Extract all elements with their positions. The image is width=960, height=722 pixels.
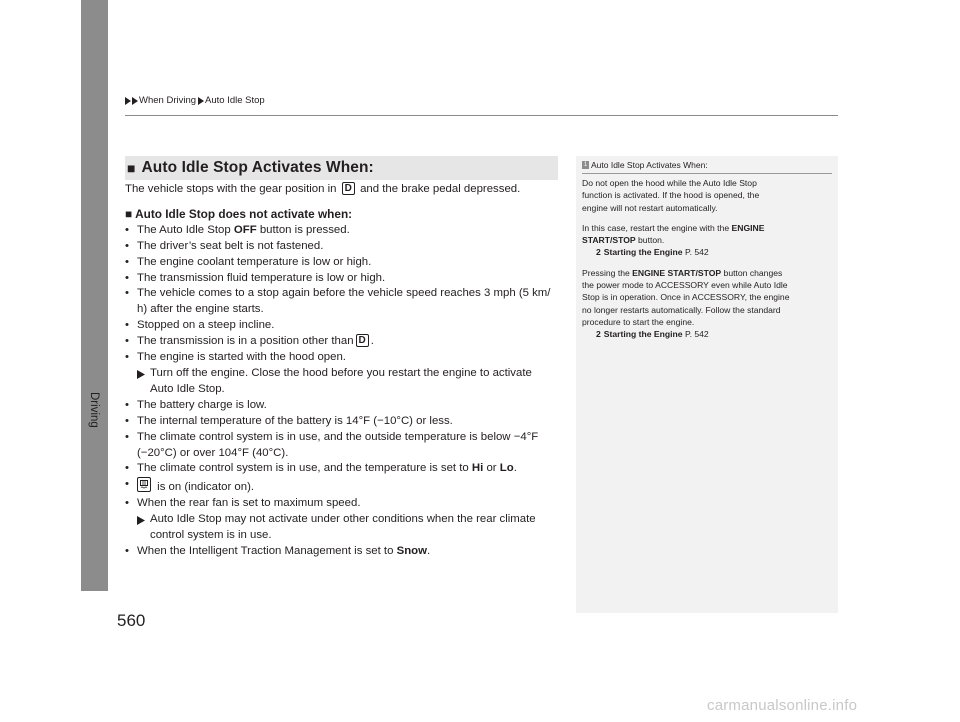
cross-reference-link[interactable] <box>582 328 836 340</box>
list-item-text: . <box>370 335 374 348</box>
list-item-text: The climate control system is in use, and the temperature is set to <box>137 462 472 475</box>
note-text: engine will not restart automatically. <box>582 202 718 213</box>
rear-defroster-icon <box>137 477 151 492</box>
list-item: • The engine is started with the hood open. <box>125 350 565 366</box>
intro-paragraph <box>125 182 565 198</box>
list-item-text: . <box>513 462 517 475</box>
note-text-bold: ENGINE START/STOP <box>632 267 722 278</box>
list-item <box>125 544 565 560</box>
list-item-text: button is pressed. <box>256 223 350 236</box>
list-item-text: The climate control system is in use, and the outside temperature is below −4°F <box>137 430 539 443</box>
chevron-right-icon <box>198 97 205 105</box>
notes-heading <box>582 160 708 170</box>
note-text: Pressing the <box>582 267 633 278</box>
list-subitem <box>125 366 565 398</box>
gear-d-icon: D <box>356 334 369 347</box>
note-text: no longer restarts automatically. Follow the standard <box>582 304 781 315</box>
list-item: • The transmission fluid temperature is low or high. <box>125 271 565 287</box>
list-item <box>125 461 565 477</box>
notes-panel <box>576 156 838 613</box>
list-item <box>125 477 565 496</box>
note-text: Do not open the hood while the Auto Idle Stop <box>582 178 757 188</box>
sidebar-tab <box>81 0 108 591</box>
section-heading <box>125 156 558 180</box>
list-item: • When the rear fan is set to maximum speed. <box>125 496 565 512</box>
note-text: button changes <box>721 267 783 278</box>
arrow-right-icon <box>137 369 146 385</box>
note-text-bold: START/STOP <box>582 235 636 246</box>
list-item-text: The vehicle comes to a stop again before the vehicle speed reaches 3 mph (5 km/ <box>137 287 551 300</box>
intro-text-start: The vehicle stops with the gear position in <box>125 183 337 195</box>
snow-mode-label: Snow <box>396 544 427 557</box>
reference-arrow-icon: 2 <box>596 329 601 340</box>
list-item-text: or <box>483 462 500 475</box>
list-item-text: h) after the engine starts. <box>137 303 264 316</box>
note-text: button. <box>635 235 665 246</box>
list-subitem-text: Turn off the engine. Close the hood before you restart the engine to activate <box>150 366 532 379</box>
note-text: procedure to start the engine. <box>582 316 695 327</box>
cross-reference-link[interactable] <box>582 246 836 258</box>
note-text: In this case, restart the engine with the <box>582 222 732 233</box>
off-button-label: OFF <box>233 223 257 236</box>
note-text: Stop is in operation. Once in ACCESSORY, the engine <box>582 292 790 303</box>
breadcrumb-item-auto-idle-stop[interactable]: Auto Idle Stop <box>205 95 265 106</box>
list-subitem-text: Auto Idle Stop may not activate under other conditions when the rear climate <box>150 513 536 526</box>
subsection-heading <box>125 207 565 223</box>
side-tab-label: Driving <box>88 392 100 428</box>
notes-rule <box>582 173 832 174</box>
list-subitem-text: Auto Idle Stop. <box>150 382 225 395</box>
reference-arrow-icon: 2 <box>596 247 601 258</box>
gear-d-icon: D <box>342 182 355 195</box>
list-item <box>125 334 565 350</box>
list-item <box>125 430 565 462</box>
subsection-marker: ■ <box>125 206 133 221</box>
note-badge-icon: 1 <box>583 162 588 168</box>
list-item <box>125 223 565 239</box>
lo-setting-label: Lo <box>499 462 514 475</box>
list-item-text: The transmission is in a position other than <box>137 335 354 348</box>
breadcrumb-item-when-driving[interactable]: When Driving <box>139 95 197 106</box>
list-item: • The internal temperature of the battery is 14°F (−10°C) or less. <box>125 414 565 430</box>
note-paragraph <box>582 222 836 247</box>
xref-title: Starting the Engine <box>603 247 683 258</box>
list-subitem-text: control system is in use. <box>150 529 272 542</box>
list-item-text: is on (indicator on). <box>154 481 255 494</box>
intro-text-end: and the brake pedal depressed. <box>360 183 521 195</box>
main-content <box>125 182 565 560</box>
notes-title: Auto Idle Stop Activates When: <box>591 160 708 170</box>
watermark: carmanualsonline.info <box>707 697 858 714</box>
chevron-right-icon <box>125 97 139 105</box>
note-paragraph <box>582 267 836 328</box>
xref-title: Starting the Engine <box>603 329 683 340</box>
breadcrumb <box>125 95 265 106</box>
page-number: 560 <box>117 611 146 630</box>
list-item-text: The Auto Idle Stop <box>137 223 234 236</box>
list-item: • Stopped on a steep incline. <box>125 318 565 334</box>
list-item: • The battery charge is low. <box>125 398 565 414</box>
hi-setting-label: Hi <box>471 462 484 475</box>
note-text: the power mode to ACCESSORY even while Auto Idle <box>582 280 788 291</box>
section-marker: ■ <box>127 160 136 176</box>
section-title: Auto Idle Stop Activates When: <box>141 159 374 176</box>
xref-page: P. 542 <box>682 329 709 340</box>
list-item <box>125 286 565 318</box>
subsection-title: Auto Idle Stop does not activate when: <box>135 206 353 221</box>
list-item-text: (−20°C) or over 104°F (40°C). <box>137 446 289 459</box>
list-item: • The driver’s seat belt is not fastened. <box>125 239 565 255</box>
note-text: function is activated. If the hood is opened, the <box>582 190 760 201</box>
notes-body <box>582 177 836 341</box>
list-subitem <box>125 512 565 544</box>
header-rule <box>125 115 838 116</box>
list-item-text: When the Intelligent Traction Management is set to <box>137 544 397 557</box>
list-item: • The engine coolant temperature is low or high. <box>125 255 565 271</box>
note-text-bold: ENGINE <box>731 222 765 233</box>
list-item-text: . <box>426 544 431 557</box>
note-paragraph <box>582 177 836 214</box>
arrow-right-icon <box>137 515 146 531</box>
xref-page: P. 542 <box>682 247 709 258</box>
